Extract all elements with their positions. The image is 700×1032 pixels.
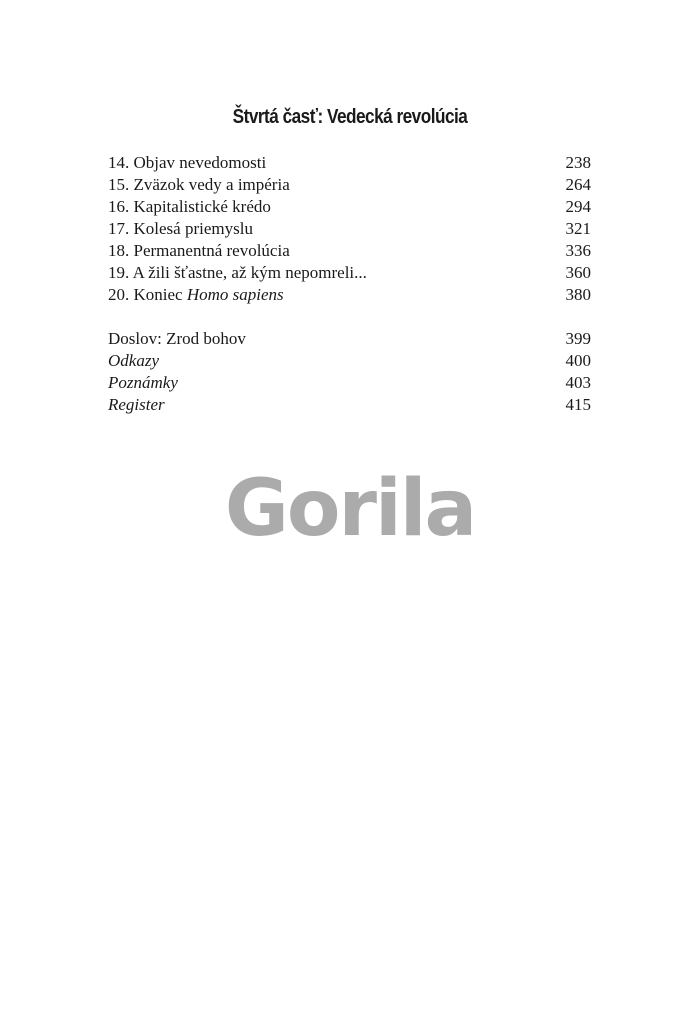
chapter-title: Permanentná revolúcia [133,241,290,260]
toc-entry [108,240,591,262]
back-matter-title: Poznámky [108,373,178,392]
chapter-list [108,152,591,306]
toc-page-number: 415 [565,395,591,414]
chapter-number: 18. [108,241,130,260]
toc-page-number: 399 [565,329,591,348]
toc-entry-title [108,284,284,306]
toc-entry-title [108,240,290,262]
toc-page-number: 403 [565,373,591,392]
back-matter-list [108,328,591,416]
chapter-number: 19. [108,263,130,282]
chapter-title-italic: Homo sapiens [186,285,284,304]
chapter-number: 20. [108,285,130,304]
toc-entry [108,372,591,394]
toc-entry [108,218,591,240]
toc-entry [108,328,591,350]
chapter-title: Zväzok vedy a impéria [133,175,290,194]
toc-page-number: 380 [565,285,591,304]
toc-entry [108,284,591,306]
toc-entry-title [108,262,367,284]
chapter-title: Kolesá priemyslu [133,219,253,238]
chapter-title: Koniec [133,285,183,304]
toc-entry-title [108,174,290,196]
toc-entry-title [108,196,271,218]
part-heading-prefix: Štvrtá časť: [232,106,323,128]
chapter-number: 15. [108,175,130,194]
toc-entry [108,262,591,284]
toc-page-number: 360 [565,263,591,282]
toc-entry-title [108,152,266,174]
watermark-logo: Gorila [224,464,476,554]
chapter-title: Objav nevedomosti [133,153,267,172]
back-matter-title: Odkazy [108,351,159,370]
toc-entry [108,350,591,372]
chapter-number: 17. [108,219,130,238]
toc-page-number: 238 [565,153,591,172]
back-matter-title: Register [108,395,165,414]
back-matter-title: Doslov: Zrod bohov [108,329,246,348]
toc-entry [108,394,591,416]
toc-entry [108,196,591,218]
toc-page-number: 321 [565,219,591,238]
toc-entry [108,152,591,174]
part-heading-title: Vedecká revolúcia [326,106,468,128]
toc-entry [108,174,591,196]
toc-page-number: 294 [565,197,591,216]
chapter-title: Kapitalistické krédo [133,197,271,216]
chapter-number: 14. [108,153,130,172]
chapter-title: A žili šťastne, až kým nepomreli... [132,263,367,282]
part-heading [49,106,651,129]
toc-entry-title [108,218,253,240]
toc-page-number: 264 [565,175,591,194]
toc-page-number: 336 [565,241,591,260]
chapter-number: 16. [108,197,130,216]
toc-page-number: 400 [565,351,591,370]
